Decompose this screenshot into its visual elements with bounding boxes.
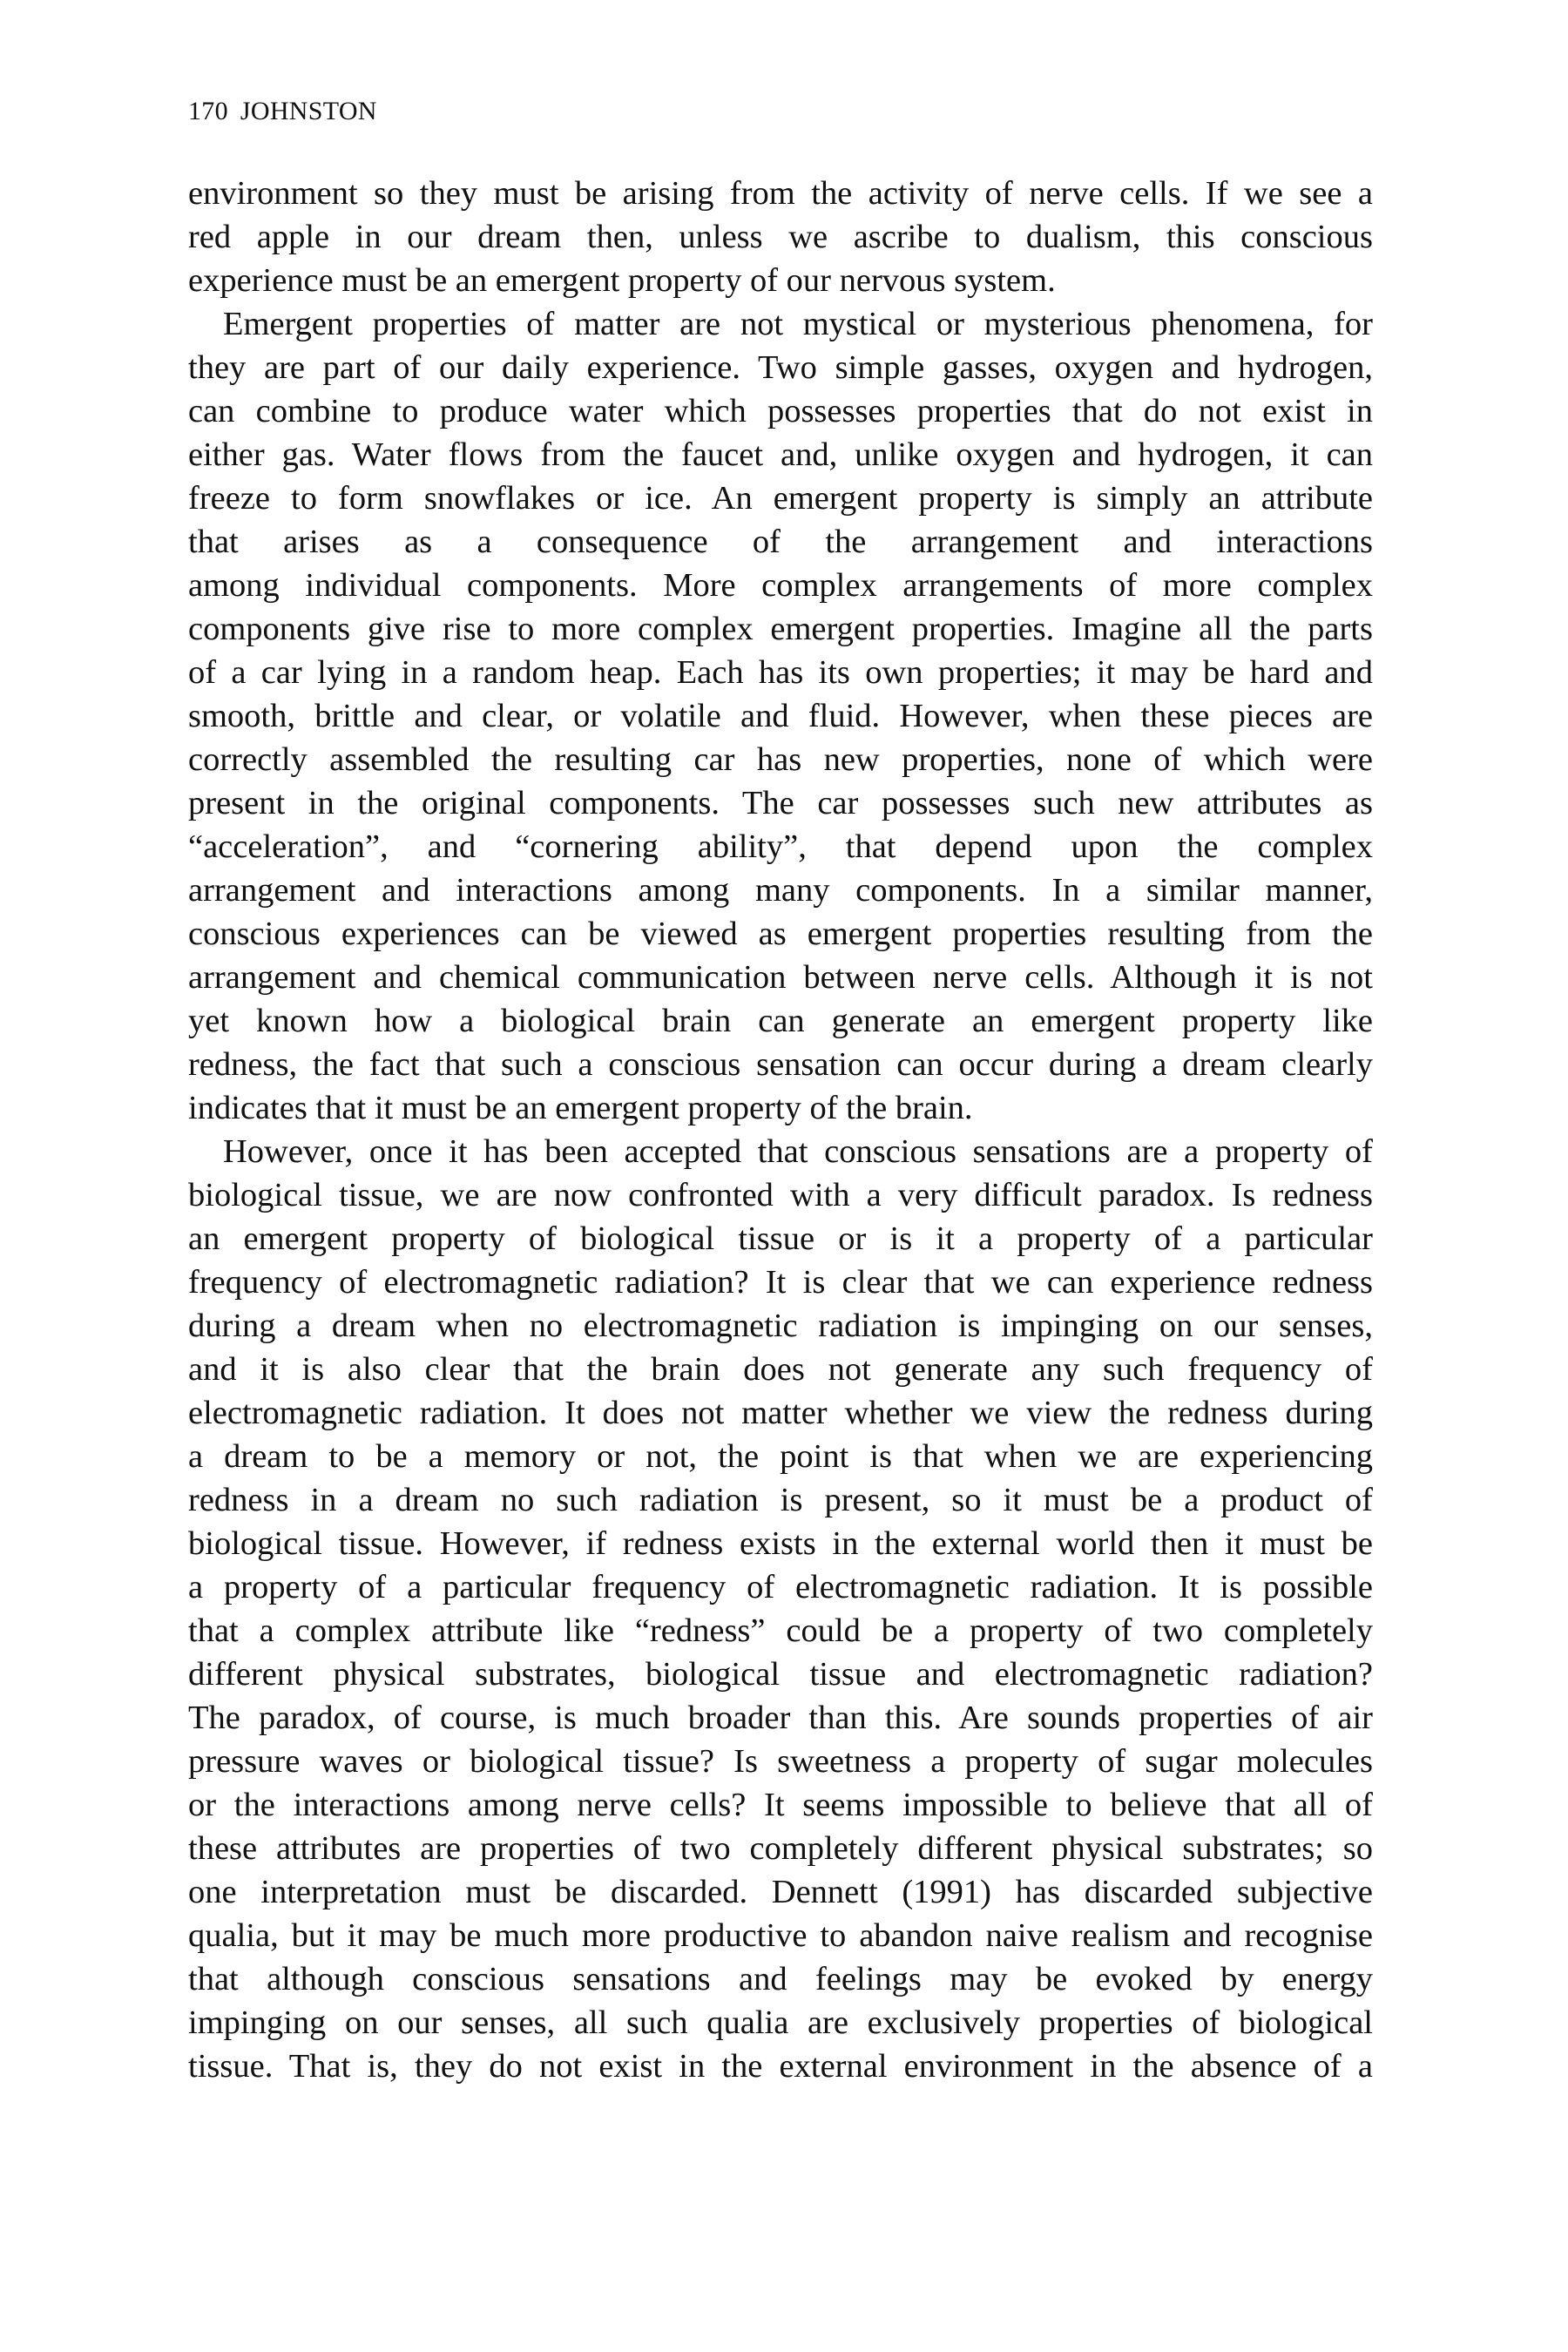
paragraph-3 [188,1130,1373,2088]
text-line: a property of a particular frequency of electromagnetic radiation. It is possible [188,1569,1373,1605]
text-line: correctly assembled the resulting car has new properties, none of which were [188,741,1373,778]
running-head-author: JOHNSTON [240,97,377,125]
text-line: pressure waves or biological tissue? Is sweetness a property of sugar molecules [188,1743,1373,1780]
text-line: The paradox, of course, is much broader than this. Are sounds properties of air [188,1700,1373,1736]
text-line: “acceleration”, and “cornering ability”, that depend upon the complex [188,828,1373,865]
text-line: different physical substrates, biological tissue and electromagnetic radiation? [188,1656,1373,1693]
text-line: qualia, but it may be much more productive to abandon naive realism and recognise [188,1917,1373,1954]
text-line: that although conscious sensations and feelings may be evoked by energy [188,1961,1373,1997]
text-line: among individual components. More complex arrangements of more complex [188,567,1373,604]
text-line: frequency of electromagnetic radiation? It is clear that we can experience redness [188,1264,1373,1301]
text-line: biological tissue. However, if redness exists in the external world then it must be [188,1525,1373,1562]
text-line: of a car lying in a random heap. Each has its own properties; it may be hard and [188,654,1373,691]
text-line: arrangement and interactions among many components. In a similar manner, [188,872,1373,909]
running-head [188,94,377,129]
text-line: during a dream when no electromagnetic radiation is impinging on our senses, [188,1308,1373,1344]
text-line: However, once it has been accepted that conscious sensations are a property of [223,1133,1373,1170]
text-line: arrangement and chemical communication between nerve cells. Although it is not [188,959,1373,996]
text-line: a dream to be a memory or not, the point is that when we are experiencing [188,1438,1373,1475]
text-line: can combine to produce water which possesses properties that do not exist in [188,393,1373,429]
page-number: 170 [188,97,228,125]
text-line: freeze to form snowflakes or ice. An emergent property is simply an attribute [188,480,1373,517]
paragraph-1 [188,172,1373,302]
text-line: redness in a dream no such radiation is present, so it must be a product of [188,1482,1373,1518]
text-line: an emergent property of biological tissue or is it a property of a particular [188,1220,1373,1257]
text-line: components give rise to more complex emergent properties. Imagine all the parts [188,611,1373,647]
body-text [188,172,1373,2088]
text-line: and it is also clear that the brain does not generate any such frequency of [188,1351,1373,1388]
text-line: Emergent properties of matter are not mystical or mysterious phenomena, for [223,306,1373,342]
text-line: or the interactions among nerve cells? It seems impossible to believe that all of [188,1787,1373,1823]
text-line: present in the original components. The car possesses such new attributes as [188,785,1373,821]
text-line: smooth, brittle and clear, or volatile and fluid. However, when these pieces are [188,698,1373,734]
text-line: indicates that it must be an emergent property of the brain. [188,1090,973,1126]
text-line: they are part of our daily experience. Two simple gasses, oxygen and hydrogen, [188,349,1373,386]
text-line: redness, the fact that such a conscious sensation can occur during a dream clearly [188,1046,1373,1083]
text-line: tissue. That is, they do not exist in the external environment in the absence of a [188,2048,1373,2085]
text-line: these attributes are properties of two completely different physical substrates; so [188,1830,1373,1867]
text-line: red apple in our dream then, unless we ascribe to dualism, this conscious [188,219,1373,255]
text-line: impinging on our senses, all such qualia are exclusively properties of biological [188,2004,1373,2041]
text-line: either gas. Water flows from the faucet and, unlike oxygen and hydrogen, it can [188,436,1373,473]
text-line: yet known how a biological brain can generate an emergent property like [188,1003,1373,1039]
text-line: that arises as a consequence of the arrangement and interactions [188,524,1373,560]
text-line: conscious experiences can be viewed as emergent properties resulting from the [188,916,1373,952]
text-line: electromagnetic radiation. It does not matter whether we view the redness during [188,1395,1373,1431]
text-line: biological tissue, we are now confronted with a very difficult paradox. Is redness [188,1177,1373,1213]
paragraph-2 [188,302,1373,1130]
text-line: that a complex attribute like “redness” could be a property of two completely [188,1612,1373,1649]
text-line: experience must be an emergent property of our nervous system. [188,262,1056,299]
text-line: environment so they must be arising from the activity of nerve cells. If we see a [188,175,1373,212]
text-line: one interpretation must be discarded. Dennett (1991) has discarded subjective [188,1874,1373,1910]
